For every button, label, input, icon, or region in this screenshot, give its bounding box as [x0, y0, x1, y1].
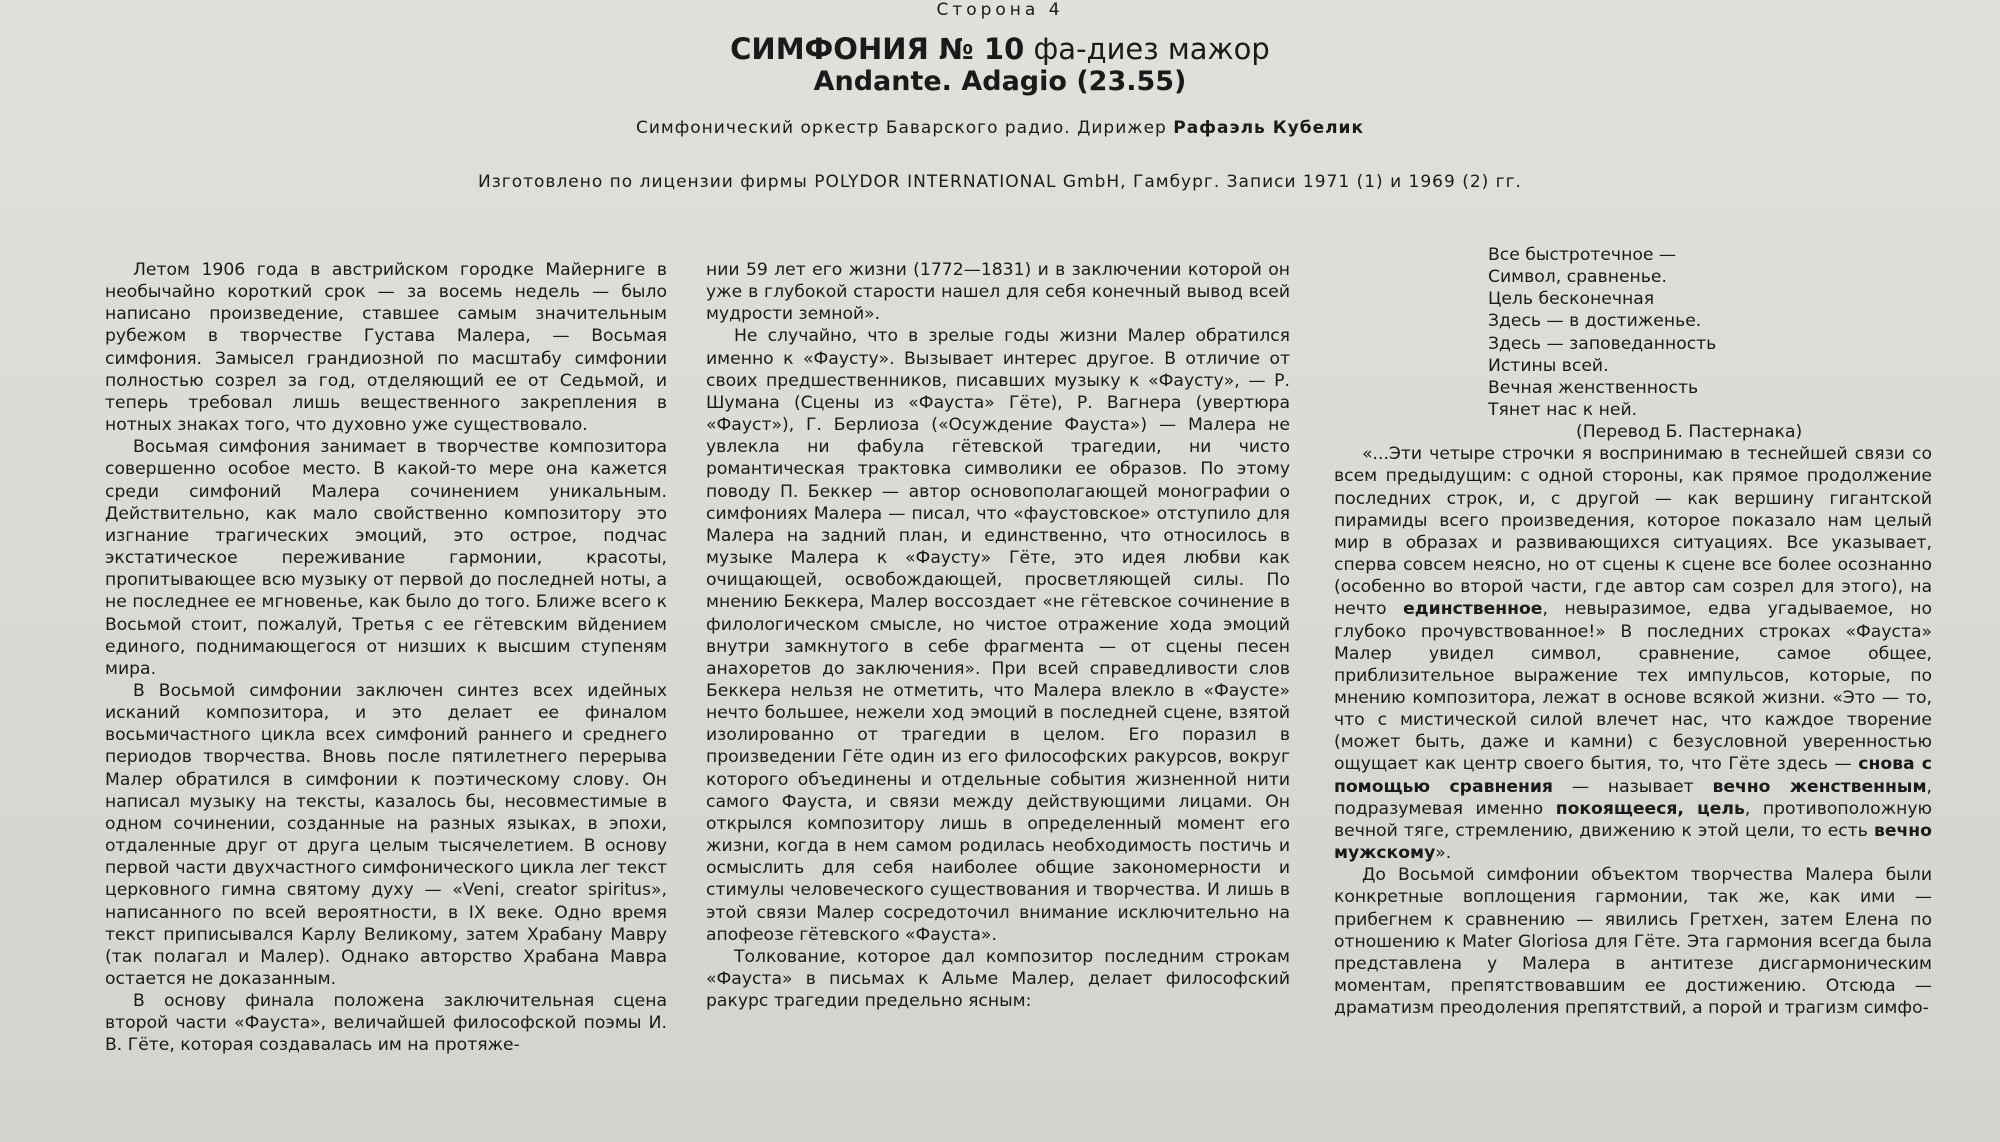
poem-line: Истины всей.	[1488, 355, 1609, 376]
emphasis: вечно женственным	[1712, 776, 1927, 797]
work-title-key: фа-диез мажор	[1024, 32, 1270, 66]
emphasis: покоящееся, цель	[1555, 798, 1745, 819]
text-column-1	[105, 259, 667, 1057]
poem-quote	[1488, 244, 1932, 443]
emphasis: вечно мужскому	[1334, 820, 1932, 864]
paragraph: Не случайно, что в зрелые годы жизни Малер обратился именно к «Фаусту». Вызывает интерес другое. В отличие от своих предшественников, писавших музыку к «Фаусту», — Р. Шумана (Сцены из «Фауста» Гёте), Р. Вагнера (увертюра «Фауст»), Г. Берлиоза («Осуждение Фауста») — Малера не увлекла ни фабула гётевской трагедии, ни чисто романтическая трактовка символики ее образов. По этому поводу П. Беккер — автор основополагающей монографии о симфониях Малера — писал, что «фаустовское» отступило для Малера на задний план, и единственно, что относилось в музыке Малера к «Фаусту» Гёте, это идея любви как очищающей, освобождающей, просветляющей силы. По мнению Беккера, Малер воссоздает «не гётевское сочинение в филологическом смысле, но чистое отражение хода эмоций внутри замкнутого в себе фрагмента — от сцены песен анахоретов до заключения». При всей справедливости слов Беккера нельзя не отметить, что Малера влекло в «Фаусте» нечто большее, нежели ход эмоций в последней сцене, взятой изолированно от трагедии в целом. Его поразил в произведении Гёте один из его философских ракурсов, вокруг которого объединены и отдельные события жизненной нити самого Фауста, и связи между действующими лицами. Он открылся композитору лишь в определенный момент его жизни, когда в нем самом родилась необходимость постичь и осмыслить для себя наиболее общие закономерности и стимулы человеческого существования и творчества. И лишь в этой связи Малер сосредоточил внимание исключительно на апофеозе гётевского «Фауста».	[706, 326, 1290, 945]
orchestra-text: Симфонический оркестр Баварского радио. Дирижер	[636, 118, 1174, 138]
work-title-bold: СИМФОНИЯ № 10	[730, 32, 1025, 66]
paragraph: В основу финала положена заключительная сцена второй части «Фауста», величайшей философской поэмы И. В. Гёте, которая создавалась им на протяже-	[105, 991, 667, 1056]
emphasis: снова с помощью сравнения	[1334, 754, 1932, 797]
emphasis: единственное	[1403, 599, 1543, 620]
text-run: , невыразимое, едва угадываемое, но глубоко прочувствованное!» В последних строках «Фауста» Малер увидел символ, сравнение, самое общее, приблизительное выражение тех импульсов, которые, по мнению композитора, лежат в основе всякой жизни. «Это — то, что с мистической силой влечет нас, что каждое творение (может быть, даже и камни) с безусловной уверенностью ощущает как центр своего бытия, то, что Гёте здесь —	[1334, 599, 1932, 775]
side-label: Сторона 4	[936, 0, 1064, 20]
poem-line: Вечная женственность	[1488, 377, 1699, 398]
poem-line: Здесь — заповеданность	[1488, 333, 1717, 354]
paragraph: До Восьмой симфонии объектом творчества Малера были конкретные воплощения гармонии, так же, как ими — прибегнем к сравнению — явились Гретхен, затем Елена по отношению к Mater Gloriosa для Гёте. Эта гармония всегда была представлена у Малера в антитезе дисгармоническим моментам, препятствовавшим ее достижению. Отсюда — драматизм преодоления препятствий, а порой и трагизм симфо-	[1334, 865, 1932, 1019]
license-line: Изготовлено по лицензии фирмы POLYDOR INTERNATIONAL GmbH, Гамбург. Записи 1971 (1) и 1969 (2) гг.	[478, 172, 1522, 192]
paragraph: Толкование, которое дал композитор последним строкам «Фауста» в письмах к Альме Малер, делает философский ракурс трагедии предельно ясным:	[706, 946, 1290, 1012]
text-column-3	[1334, 244, 1932, 1019]
text-run: , подразумевая именно	[1334, 776, 1932, 819]
paragraph: нии 59 лет его жизни (1772—1831) и в заключении которой он уже в глубокой старости нашел для себя конечный вывод всей мудрости земной».	[706, 260, 1290, 325]
poem-line: Тянет нас к ней.	[1488, 399, 1638, 420]
text-run: — называет	[1552, 776, 1713, 797]
conductor-name: Рафаэль Кубелик	[1173, 118, 1364, 138]
text-run: , противоположную вечной тяге, стремлению, движению к этой цели, то есть	[1334, 798, 1932, 841]
text-run: «...Эти четыре строчки я воспринимаю в теснейшей связи со всем предыдущим: с одной стороны, как прямое продолжение последних строк, и, с другой — как вершину гигантской пирамиды всего произведения, которое показало нам целый мир в образах и развивающихся ситуациях. Все указывает, сперва совсем неясно, но от сцены к сцене все более осознанно (особенно во второй части, где автор сам созрел для этого), на нечто	[1334, 444, 1932, 620]
poem-line: Символ, сравненье.	[1488, 267, 1667, 288]
paragraph	[1334, 443, 1932, 864]
paragraph: Летом 1906 года в австрийском городке Майерниге в необычайно короткий срок — за восемь недель — было написано произведение, ставшее самым значительным рубежом в творчестве Густава Малера, — Восьмая симфония. Замысел грандиозной по масштабу симфонии полностью созрел за год, отделяющий ее от Седьмой, и теперь требовал лишь вещественного закрепления в нотных знаках того, что духовно уже существовало.	[105, 260, 667, 436]
movement-title: Andante. Adagio (23.55)	[813, 66, 1187, 97]
poem-line: Здесь — в достиженье.	[1488, 311, 1702, 332]
poem-line: Все быстротечное —	[1488, 245, 1677, 265]
poem-line: Цель бесконечная	[1488, 289, 1655, 310]
translation-credit: (Перевод Б. Пастернака)	[1576, 422, 1803, 443]
text-run: ».	[1435, 843, 1452, 864]
text-column-2	[706, 259, 1290, 1012]
paragraph: Восьмая симфония занимает в творчестве композитора совершенно особое место. В какой-то мере она кажется среди симфоний Малера сочинением уникальным. Действительно, как мало свойственно композитору это изгнание трагических эмоций, это острое, подчас экстатическое переживание гармонии, красоты, пропитывающее всю музыку от первой до последней ноты, а не последнее ее мгновенье, как было до того. Ближе всего к Восьмой стоит, пожалуй, Третья с ее гётевским вйдением единого, поднимающегося от низших к высшим ступеням мира.	[105, 437, 667, 679]
work-title	[0, 32, 2000, 66]
performers-line	[0, 118, 2000, 138]
paragraph: В Восьмой симфонии заключен синтез всех идейных исканий композитора, и это делает ее финалом восьмичастного цикла всех симфоний раннего и среднего периодов творчества. Вновь после пятилетнего перерыва Малер обратился в симфонии к поэтическому слову. Он написал музыку на тексты, казалось бы, несовместимые в одном сочинении, созданные на разных языках, в эпохи, отдаленные друг от друга целым тысячелетием. В основу первой части двухчастного симфонического цикла лег текст церковного гимна святому духу — «Veni, creator spiritus», написанного по всей вероятности, в IX веке. Одно время текст приписывался Карлу Великому, затем Храбану Мавру (так полагал и Малер). Однако авторство Храбана Мавра остается не доказанным.	[105, 680, 667, 989]
